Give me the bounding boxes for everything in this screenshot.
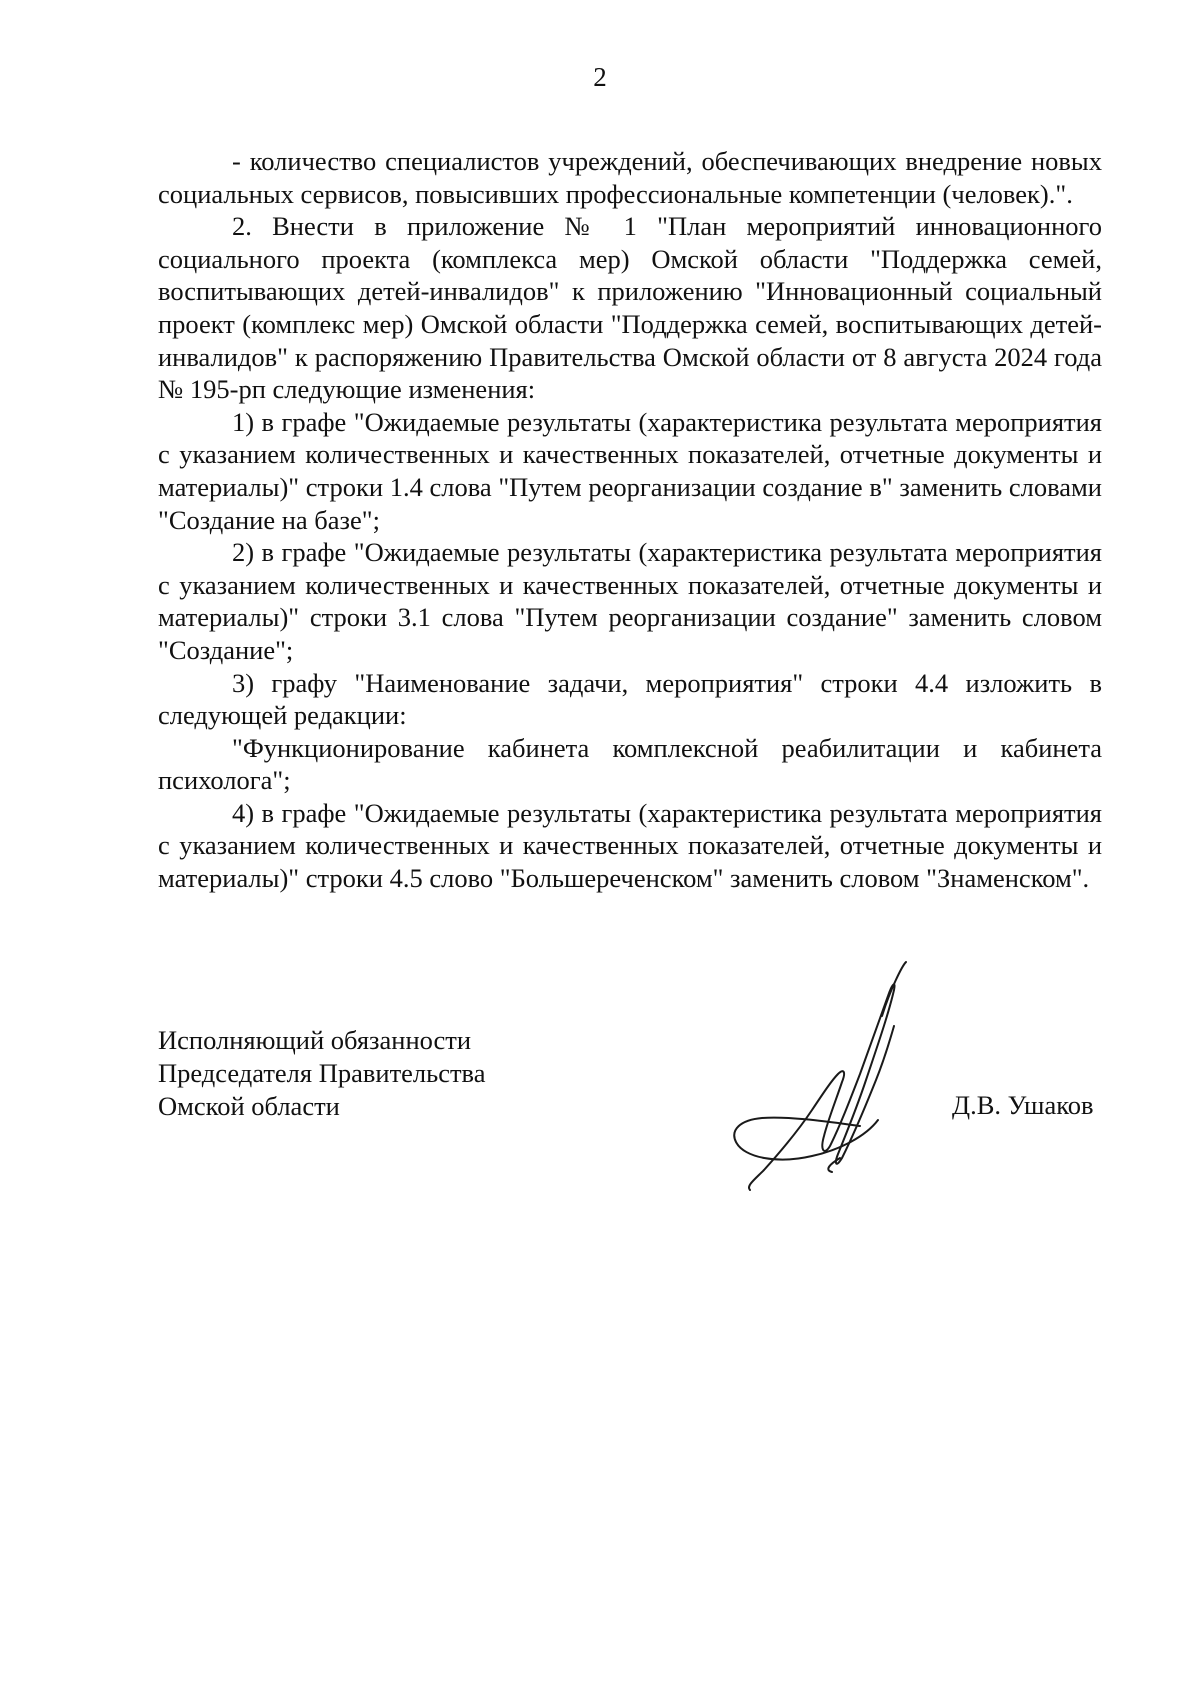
paragraph-subitem-4: 4) в графе "Ожидаемые результаты (характеристика результата мероприятия с указанием количественных и качественных показателей, отчетные документы и материалы)" строки 4.5 слово "Большереченском" заменить словом "Знаменском". — [158, 797, 1102, 894]
document-body — [158, 145, 1102, 895]
signatory-name: Д.В. Ушаков — [952, 1090, 1094, 1120]
paragraph-new-wording: "Функционирование кабинета комплексной реабилитации и кабинета психолога"; — [158, 732, 1102, 796]
signature-loop — [734, 1118, 878, 1160]
signatory-title-line: Омской области — [158, 1091, 340, 1121]
paragraph-indicator-continuation: - количество специалистов учреждений, обеспечивающих внедрение новых социальных сервисов, повысивших профессиональные компетенции (человек).". — [158, 146, 1102, 209]
paragraph-subitem-1: 1) в графе "Ожидаемые результаты (характеристика результата мероприятия с указанием количественных и качественных показателей, отчетные документы и материалы)" строки 1.4 слова "Путем реорганизации создание в" заменить словами "Создание на базе"; — [158, 406, 1102, 535]
signatory-title — [158, 1024, 486, 1123]
signatory-title-line: Председателя Правительства — [158, 1058, 486, 1088]
signatory-title-line: Исполняющий обязанности — [158, 1025, 472, 1055]
paragraph-subitem-2: 2) в графе "Ожидаемые результаты (характеристика результата мероприятия с указанием количественных и качественных показателей, отчетные документы и материалы)" строки 3.1 слова "Путем реорганизации создание" заменить словом "Создание"; — [158, 537, 1102, 665]
page-number: 2 — [593, 62, 607, 92]
paragraph-item-2: 2. Внести в приложение № 1 "План мероприятий инновационного социального проекта (комплекса мер) Омской области "Поддержка семей, воспитывающих детей-инвалидов" к приложению "Инновационный социальный проект (комплекс мер) Омской области "Поддержка семей, воспитывающих детей-инвалидов" к распоряжению Правительства Омской области от 8 августа 2024 года № 195-рп следующие изменения: — [158, 211, 1102, 405]
signature-tail — [828, 1158, 840, 1172]
paragraph-subitem-3: 3) графу "Наименование задачи, мероприятия" строки 4.4 изложить в следующей редакции: — [158, 667, 1102, 731]
handwritten-signature-icon — [720, 950, 960, 1220]
